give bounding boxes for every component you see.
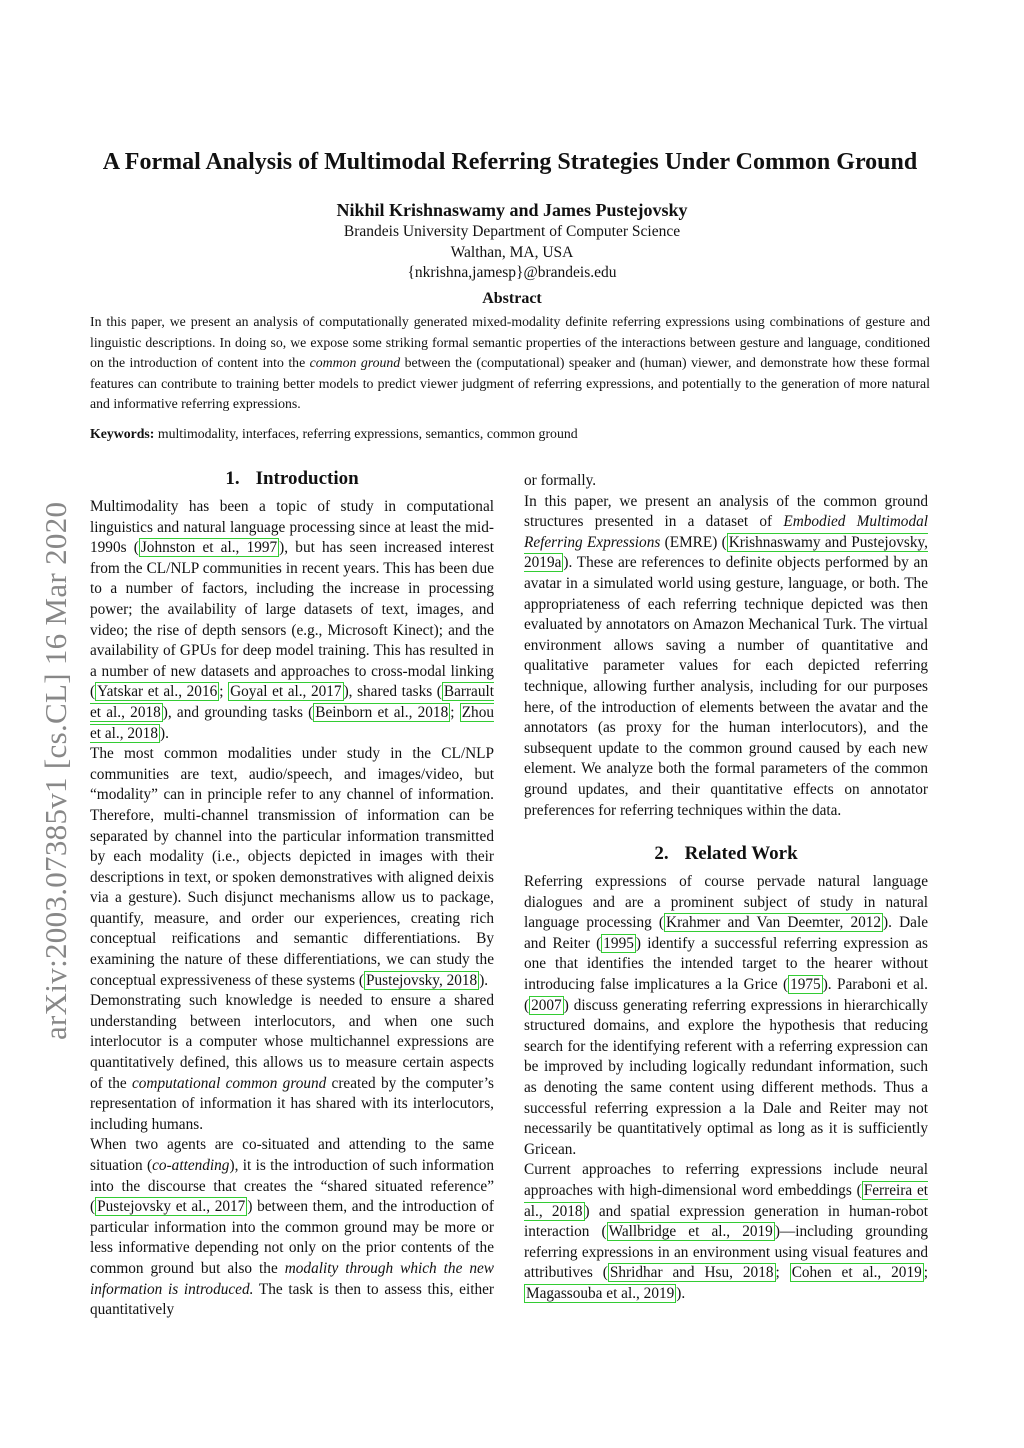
citation-link[interactable]: Shridhar and Hsu, 2018 (609, 1264, 774, 1282)
intro-paragraph-6: In this paper, we present an analysis of the common ground structures presented in a dataset of Embodied Multimodal Referring Expressions (EMRE) ( Krishnaswamy and Pustejovsky, 2019a ). These are references to definite objects performed by an avatar in a simulated world using gesture, language, or both. The appropriateness of each referring technique depicted was then evaluated by annotators on Amazon Mechanical Turk. The virtual environment allows saving a number of quantitative and qualitative parameter values for each depicted referring technique, allowing further analysis, including for our purposes here, of the introduction of elements between the avatar and the annotators (as proxy for the human interlocutors), and the subsequent update to the common ground caused by each new element. We analyze both the formal parameters of the common ground updates, and their quantitative effects on annotator preferences for referring techniques within the data. (524, 492, 928, 819)
abstract-heading: Abstract (482, 290, 542, 307)
citation-link[interactable]: Johnston et al., 1997 (140, 539, 278, 557)
intro-paragraph-2: The most common modalities under study in the CL/NLP communities are text, audio/speech, and images/video, but “modality” can in principle refer to any channel of information. Therefore, multi-channel transmission of information can be separated by channel into the particular information transmitted by each modality (i.e., objects depicted in images with their descriptions in text, or spoken demonstratives with aligned deixis via a gesture). Such disjunct mechanisms allow us to package, quantify, measure, and order our experiences, creating rich conceptual reifications and semantic differentiations. By examining the nature of these differentiations, we can study the conceptual expressiveness of these systems ( Pustejovsky, 2018 ). (90, 745, 494, 989)
citation-link[interactable]: Pustejovsky, 2018 (366, 971, 478, 989)
authors: Nikhil Krishnaswamy and James Pustejovsky (336, 200, 688, 220)
citation-link[interactable]: 1975 (790, 976, 821, 994)
citation-link[interactable]: Pustejovsky et al., 2017 (97, 1198, 246, 1216)
keywords (90, 426, 930, 442)
arxiv-identifier: arXiv:2003.07385v1 [cs.CL] 16 Mar 2020 (38, 501, 73, 1040)
intro-paragraph-5: or formally. (524, 472, 597, 489)
location: Walthan, MA, USA (450, 244, 574, 261)
citation-link[interactable]: Krahmer and Van Deemter, 2012 (666, 914, 882, 932)
section-heading-introduction: 1. Introduction (225, 468, 359, 489)
citation-link[interactable]: Barrault et al., 2018 (90, 683, 494, 721)
abstract-body: In this paper, we present an analysis of computationally generated mixed-modality definite referring expressions using combinations of gesture and linguistic descriptions. In doing so, we expose some striking formal semantic properties of the interactions between gesture and language, conditioned on the introduction of content into the common ground between the (computational) speaker and (human) viewer, and demonstrate how these formal features can contribute to training better models to predict viewer judgment of referring expressions, and potentially to the generation of more natural and informative referring expressions. (90, 314, 930, 411)
keywords-text: multimodality, interfaces, referring expressions, semantics, common ground (154, 426, 578, 441)
affiliation: Brandeis University Department of Computer Science (343, 223, 681, 240)
left-column (90, 466, 494, 1321)
citation-link[interactable]: 2007 (531, 996, 562, 1014)
email: {nkrishna,jamesp}@brandeis.edu (407, 264, 617, 281)
citation-link[interactable]: Ferreira et al., 2018 (524, 1182, 928, 1220)
section-heading-related-work: 2. Related Work (654, 843, 798, 865)
citation-link[interactable]: Beinborn et al., 2018 (315, 703, 449, 721)
intro-paragraph-3: Demonstrating such knowledge is needed to ensure a shared understanding between interlocutors, and when one such interlocutor is a computer whose multichannel expressions are quantitatively defined, this allows us to measure certain aspects of the computational common ground created by the computer’s representation of information it has shared with its interlocutors, including humans. (90, 992, 494, 1133)
related-paragraph-1: Referring expressions of course pervade natural language dialogues and are a prominent subject of study in natural language processing ( Krahmer and Van Deemter, 2012 ). Dale and Reiter ( 1995 ) identify a successful referring expression as one that identifies the intended target to the hearer without introducing false implicatures a la Grice ( 1975 ). Paraboni et al. ( 2007 ) discuss generating referring expressions in hierarchically structured domains, and explore the hypothesis that reducing search for the identifying referent with a referring expression can be improved by including logically redundant information, such as denoting the same content using different methods. Thus a successful referring expression a la Dale and Reiter may not necessarily be quantitatively optimal as long as it is sufficiently Gricean. (524, 873, 928, 1158)
intro-paragraph-4: When two agents are co-situated and attending to the same situation (co-attending), it is the introduction of such information into the discourse that creates the “shared situated reference” ( Pustejovsky et al., 2017 ) between them, and the introduction of particular information into the common ground may be more or less informative depending not only on the prior contents of the common ground but also the modality through which the new information is introduced. The task is then to assess this, either quantitatively (90, 1136, 495, 1319)
citation-link[interactable]: Goyal et al., 2017 (230, 683, 342, 701)
related-paragraph-2: Current approaches to referring expressions include neural approaches with high-dimensional word embeddings ( Ferreira et al., 2018 ) and spatial expression generation in human-robot interaction ( Wallbridge et al., 2019 )—including grounding referring expressions in an environment using visual features and attributives ( Shridhar and Hsu, 2018 ; Cohen et al., 2019 ; Magassouba et al., 2019 ). (524, 1161, 928, 1302)
intro-paragraph-1: Multimodality has been a topic of study in computational linguistics and natural language processing since at least the mid-1990s ( Johnston et al., 1997 ), but has seen increased interest from the CL/NLP communities in recent years. This has been due to a number of factors, including the increase in processing power; the availability of large datasets of text, images, and video; the rise of depth sensors (e.g., Microsoft Kinect); and the availability of GPUs for deep model training. This has resulted in a number of new datasets and approaches to cross-modal linking ( Yatskar et al., 2016 ; Goyal et al., 2017 ), shared tasks ( Barrault et al., 2018 ), and grounding tasks ( Beinborn et al., 2018 ; Zhou et al., 2018 ). (90, 498, 494, 742)
citation-link[interactable]: Magassouba et al., 2019 (526, 1284, 675, 1302)
keywords-label: Keywords: (90, 426, 155, 441)
citation-link[interactable]: Cohen et al., 2019 (791, 1264, 922, 1282)
citation-link[interactable]: Wallbridge et al., 2019 (608, 1223, 773, 1241)
citation-link[interactable]: Zhou et al., 2018 (90, 703, 494, 742)
citation-link[interactable]: 1995 (603, 934, 634, 952)
citation-link[interactable]: Krishnaswamy and Pustejovsky, 2019a (524, 533, 928, 572)
citation-link[interactable]: Yatskar et al., 2016 (97, 683, 218, 701)
paper-title: A Formal Analysis of Multimodal Referring Strategies Under Common Ground (102, 149, 918, 175)
right-column (524, 471, 928, 1305)
